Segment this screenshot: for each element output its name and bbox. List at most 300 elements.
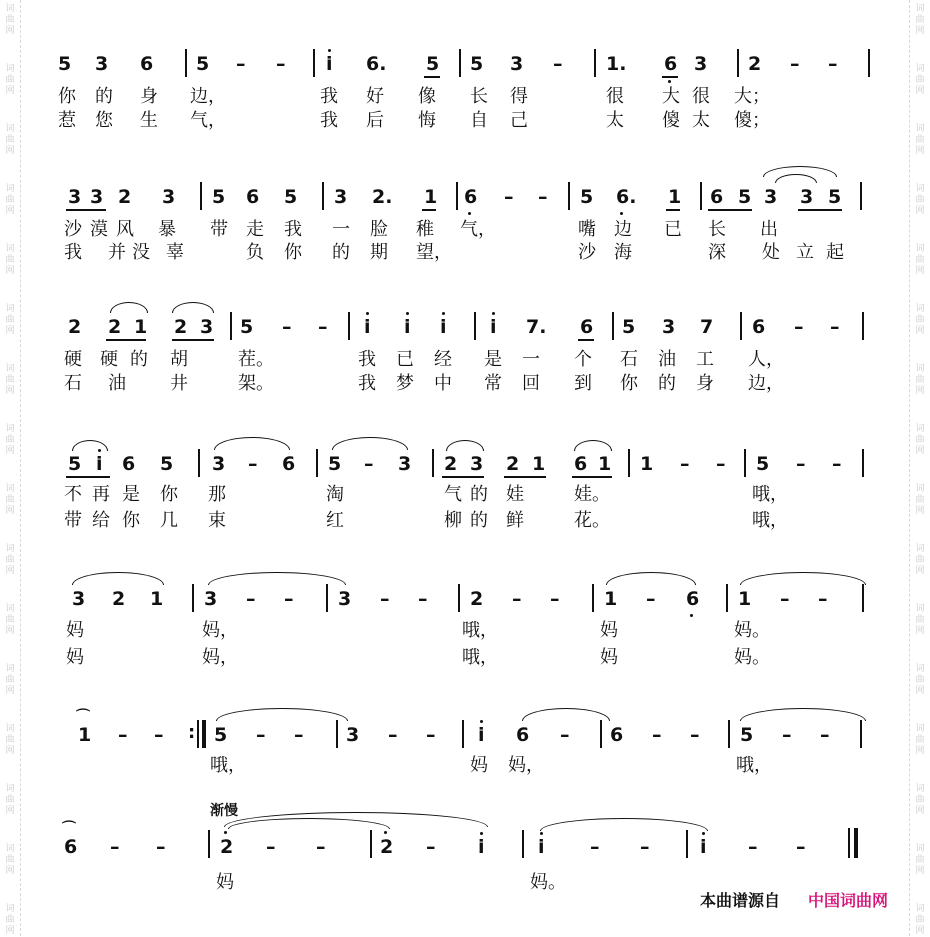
note: – — [590, 836, 600, 858]
note: – — [110, 836, 120, 858]
underline — [666, 209, 680, 211]
underline — [504, 476, 546, 478]
lyric: 太 — [606, 110, 624, 131]
underline — [798, 209, 842, 211]
lyric: 大； — [734, 86, 770, 107]
watermark-text: 词 曲 网 — [5, 4, 15, 36]
lyric: 长 — [708, 219, 726, 240]
underline — [66, 476, 110, 478]
note: 5 — [828, 186, 842, 208]
note: – — [504, 186, 514, 208]
lyric: 哦， — [210, 755, 246, 776]
slur — [332, 437, 408, 450]
watermark-text: 词 曲 网 — [5, 544, 15, 576]
note: – — [282, 316, 292, 338]
note: 1 — [604, 588, 618, 610]
lyric: 给 — [92, 510, 110, 531]
note: 3 — [398, 453, 412, 475]
note: 1. — [606, 53, 627, 75]
underline — [422, 209, 436, 211]
lyric: 你 — [620, 373, 638, 394]
repeat-sign: : — [188, 722, 196, 743]
low-octave-dot — [690, 614, 693, 617]
lyric: 辜 — [166, 242, 184, 263]
lyric: 身 — [140, 86, 158, 107]
lyric: 淘 — [326, 484, 344, 505]
lyric: 一 — [522, 349, 540, 370]
lyric: 硬 — [100, 349, 118, 370]
lyric: 的 — [470, 510, 488, 531]
note: 6 — [610, 724, 624, 746]
note: 6 — [686, 588, 700, 610]
lyric: 硬 — [64, 349, 82, 370]
note: 1 — [738, 588, 752, 610]
barline — [432, 449, 434, 477]
underline — [66, 209, 106, 211]
lyric: 妈 — [600, 647, 618, 668]
watermark-text: 词 曲 网 — [915, 664, 925, 696]
barline — [208, 830, 210, 858]
note: 5 — [58, 53, 72, 75]
lyric: 走 — [246, 219, 264, 240]
lyric: 妈 — [470, 755, 488, 776]
lyric: 妈， — [202, 620, 238, 641]
note: 1 — [134, 316, 148, 338]
barline — [686, 830, 688, 858]
lyric: 风 — [116, 219, 134, 240]
lyric: 期 — [370, 242, 388, 263]
slur — [740, 572, 866, 585]
site-link[interactable] — [808, 888, 888, 911]
watermark-text: 词 曲 网 — [5, 124, 15, 156]
note: – — [276, 53, 286, 75]
note: 3 — [212, 453, 226, 475]
lyric: 是 — [122, 484, 140, 505]
note: 2 — [118, 186, 132, 208]
underline — [708, 209, 752, 211]
barline — [462, 720, 464, 748]
lyric: 嘴 — [578, 219, 596, 240]
note: 3 — [162, 186, 176, 208]
slur — [72, 572, 164, 585]
note: 3 — [764, 186, 778, 208]
lyric: 常 — [484, 373, 502, 394]
note: – — [236, 53, 246, 75]
barline — [726, 584, 728, 612]
note: – — [790, 53, 800, 75]
lyric: 你 — [284, 242, 302, 263]
lyric: 哦， — [462, 620, 498, 641]
note: – — [794, 316, 804, 338]
note: 5 — [196, 53, 210, 75]
barline — [862, 584, 864, 612]
barline — [594, 49, 596, 77]
high-octave-dot — [492, 312, 495, 315]
lyric: 井 — [170, 373, 188, 394]
low-octave-dot — [620, 212, 623, 215]
lyric: 回 — [522, 373, 540, 394]
lyric: 我 — [284, 219, 302, 240]
watermark-text: 词 曲 网 — [5, 364, 15, 396]
underline — [578, 339, 594, 341]
lyric: 的 — [332, 242, 350, 263]
note: 3 — [334, 186, 348, 208]
note: 6 — [516, 724, 530, 746]
note: 5 — [622, 316, 636, 338]
note: 5 — [470, 53, 484, 75]
lyric: 茬。 — [238, 349, 274, 370]
lyric: 我 — [320, 110, 338, 131]
note: 3 — [95, 53, 109, 75]
barline — [370, 830, 372, 858]
note: 5 — [426, 53, 440, 75]
lyric: 胡 — [170, 349, 188, 370]
watermark-text: 词 曲 网 — [915, 64, 925, 96]
note: 3 — [662, 316, 676, 338]
lyric: 哦， — [736, 755, 772, 776]
watermark-text: 词 曲 网 — [5, 424, 15, 456]
note: – — [118, 724, 128, 746]
note: – — [646, 588, 656, 610]
lyric: 一 — [332, 219, 350, 240]
note: 6 — [140, 53, 154, 75]
lyric: 出 — [760, 219, 778, 240]
lyric: 的 — [658, 373, 676, 394]
slur — [540, 818, 708, 831]
note: – — [652, 724, 662, 746]
underline — [662, 76, 678, 78]
note: 3 — [204, 588, 218, 610]
note: 7. — [526, 316, 547, 338]
note: – — [426, 724, 436, 746]
note: – — [550, 588, 560, 610]
note: 1 — [424, 186, 438, 208]
lyric: 已 — [664, 219, 682, 240]
note: 6 — [580, 316, 594, 338]
note: – — [716, 453, 726, 475]
high-octave-dot — [366, 312, 369, 315]
barline — [868, 49, 870, 77]
lyric: 傻； — [734, 110, 770, 131]
lyric: 束 — [208, 510, 226, 531]
watermark-text: 词 曲 网 — [915, 784, 925, 816]
lyric: 花。 — [574, 510, 610, 531]
note: – — [246, 588, 256, 610]
high-octave-dot — [224, 831, 227, 834]
barline — [737, 49, 739, 77]
lyric: 沙 — [578, 242, 596, 263]
lyric: 已 — [396, 349, 414, 370]
lyric: 很 — [606, 86, 624, 107]
lyric: 工 — [696, 349, 714, 370]
barline — [848, 828, 850, 858]
barline — [744, 449, 746, 477]
tie-continuation-mark: ⌒ — [76, 709, 90, 725]
lyric: 很 — [692, 86, 710, 107]
note: 5 — [212, 186, 226, 208]
slur — [606, 572, 696, 585]
barline — [860, 720, 862, 748]
lyric: 妈 — [600, 620, 618, 641]
lyric: 石 — [620, 349, 638, 370]
watermark-text: 词 曲 网 — [915, 484, 925, 516]
note: 6 — [64, 836, 78, 858]
lyric: 我 — [64, 242, 82, 263]
note: 5 — [580, 186, 594, 208]
slur — [574, 440, 612, 451]
site-name[interactable]: 中国词曲网 — [808, 891, 889, 910]
note: – — [364, 453, 374, 475]
lyric: 漠 — [90, 219, 108, 240]
lyric: 没 — [132, 242, 150, 263]
note: i — [478, 724, 485, 746]
slur — [172, 302, 214, 313]
note: 2 — [470, 588, 484, 610]
lyric: 边， — [190, 86, 226, 107]
note: 3 — [510, 53, 524, 75]
note: 2 — [380, 836, 394, 858]
lyric: 沙 — [64, 219, 82, 240]
note: 5 — [740, 724, 754, 746]
note: 5 — [240, 316, 254, 338]
watermark-text: 词 曲 网 — [5, 304, 15, 336]
lyric: 你 — [122, 510, 140, 531]
note: – — [154, 724, 164, 746]
tie-continuation-mark: ⌒ — [62, 821, 76, 837]
note: – — [780, 588, 790, 610]
note: 5 — [284, 186, 298, 208]
note: – — [426, 836, 436, 858]
barline — [612, 312, 614, 340]
note: 5 — [68, 453, 82, 475]
lyric: 气 — [444, 484, 462, 505]
barline — [740, 312, 742, 340]
watermark-text: 词 曲 网 — [5, 244, 15, 276]
watermark-text: 词 曲 网 — [915, 844, 925, 876]
lyric: 带 — [210, 219, 228, 240]
note: 2 — [68, 316, 82, 338]
note: 1 — [668, 186, 682, 208]
barline — [348, 312, 350, 340]
high-octave-dot — [702, 832, 705, 835]
lyric: 负 — [246, 242, 264, 263]
barline-thick — [202, 720, 206, 748]
note: 1 — [78, 724, 92, 746]
lyric: 立 — [796, 242, 814, 263]
lyric: 悔 — [418, 110, 436, 131]
watermark-text: 词 曲 网 — [5, 664, 15, 696]
lyric: 油 — [108, 373, 126, 394]
lyric: 脸 — [370, 219, 388, 240]
lyric: 我 — [358, 349, 376, 370]
lyric: 梦 — [396, 373, 414, 394]
note: i — [478, 836, 485, 858]
barline — [198, 449, 200, 477]
barline — [568, 182, 570, 210]
lyric: 起 — [826, 242, 844, 263]
note: – — [640, 836, 650, 858]
barline — [192, 584, 194, 612]
note: 3 — [68, 186, 82, 208]
watermark-text: 词 曲 网 — [5, 904, 15, 936]
barline — [522, 830, 524, 858]
lyric: 的 — [130, 349, 148, 370]
note: 2 — [112, 588, 126, 610]
note: 6 — [752, 316, 766, 338]
note: – — [818, 588, 828, 610]
high-octave-dot — [328, 49, 331, 52]
underline — [172, 339, 214, 341]
lyric: 妈。 — [734, 647, 770, 668]
note: 3 — [200, 316, 214, 338]
note: i — [538, 836, 545, 858]
lyric: 气， — [190, 110, 226, 131]
lyric: 己 — [510, 110, 528, 131]
lyric: 处 — [762, 242, 780, 263]
barline — [700, 182, 702, 210]
note: i — [490, 316, 497, 338]
lyric: 妈 — [66, 620, 84, 641]
lyric: 的 — [95, 86, 113, 107]
lyric: 再 — [92, 484, 110, 505]
watermark-text: 词 曲 网 — [5, 184, 15, 216]
low-octave-dot — [668, 80, 671, 83]
lyric: 我 — [358, 373, 376, 394]
note: – — [256, 724, 266, 746]
lyric: 哦， — [462, 647, 498, 668]
note: – — [266, 836, 276, 858]
lyric: 好 — [366, 86, 384, 107]
tempo-marking: 渐慢 — [210, 803, 238, 819]
watermark-text: 词 曲 网 — [5, 484, 15, 516]
lyric: 傻 — [662, 110, 680, 131]
barline — [326, 584, 328, 612]
barline — [200, 182, 202, 210]
lyric: 油 — [658, 349, 676, 370]
lyric: 长 — [470, 86, 488, 107]
watermark-text: 词 曲 网 — [5, 64, 15, 96]
note: 6. — [616, 186, 637, 208]
lyric: 哦， — [752, 484, 788, 505]
lyric: 娃。 — [574, 484, 610, 505]
watermark-text: 词 曲 网 — [915, 304, 925, 336]
underline — [424, 76, 440, 78]
high-octave-dot — [540, 832, 543, 835]
lyric: 稚 — [416, 219, 434, 240]
note: – — [248, 453, 258, 475]
slur — [216, 708, 348, 721]
note: – — [820, 724, 830, 746]
note: 7 — [700, 316, 714, 338]
underline — [442, 476, 484, 478]
lyric: 我 — [320, 86, 338, 107]
source-credit — [700, 888, 780, 911]
lyric: 暴 — [158, 219, 176, 240]
high-octave-dot — [480, 832, 483, 835]
lyric: 那 — [208, 484, 226, 505]
note: 5 — [756, 453, 770, 475]
lyric: 妈 — [66, 647, 84, 668]
note: – — [316, 836, 326, 858]
note: 6 — [710, 186, 724, 208]
underline — [106, 339, 146, 341]
barline — [197, 720, 199, 748]
lyric: 您 — [95, 110, 113, 131]
barline — [862, 449, 864, 477]
note: 5 — [160, 453, 174, 475]
underline — [572, 476, 612, 478]
lyric: 石 — [64, 373, 82, 394]
watermark-text: 词 曲 网 — [915, 364, 925, 396]
lyric: 气， — [460, 219, 496, 240]
note: – — [294, 724, 304, 746]
lyric: 到 — [574, 373, 592, 394]
barline — [313, 49, 315, 77]
lyric: 边， — [748, 373, 784, 394]
note: 6 — [664, 53, 678, 75]
watermark-text: 词 曲 网 — [915, 604, 925, 636]
note: 1 — [532, 453, 546, 475]
watermark-text: 词 曲 网 — [915, 724, 925, 756]
note: – — [284, 588, 294, 610]
note: 6 — [574, 453, 588, 475]
note: – — [318, 316, 328, 338]
lyric: 你 — [58, 86, 76, 107]
lyric: 鲜 — [506, 510, 524, 531]
watermark-text: 词 曲 网 — [915, 124, 925, 156]
barline — [456, 182, 458, 210]
watermark-text: 词 曲 网 — [5, 604, 15, 636]
watermark-text: 词 曲 网 — [915, 544, 925, 576]
note: – — [830, 316, 840, 338]
note: i — [96, 453, 103, 475]
lyric: 妈。 — [734, 620, 770, 641]
note: 3 — [694, 53, 708, 75]
note: i — [700, 836, 707, 858]
note: 5 — [214, 724, 228, 746]
lyric: 妈 — [216, 872, 234, 893]
lyric: 你 — [160, 484, 178, 505]
watermark-text: 词 曲 网 — [915, 424, 925, 456]
note: – — [538, 186, 548, 208]
lyric: 自 — [470, 110, 488, 131]
watermark-text: 词 曲 网 — [915, 904, 925, 936]
lyric: 海 — [614, 242, 632, 263]
lyric: 娃 — [506, 484, 524, 505]
watermark-text: 词 曲 网 — [915, 184, 925, 216]
note: 6 — [282, 453, 296, 475]
lyric: 大 — [662, 86, 680, 107]
note: 6 — [464, 186, 478, 208]
lyric: 深 — [708, 242, 726, 263]
lyric: 生 — [140, 110, 158, 131]
high-octave-dot — [98, 449, 101, 452]
note: – — [832, 453, 842, 475]
note: 6. — [366, 53, 387, 75]
note: i — [364, 316, 371, 338]
lyric: 妈。 — [530, 872, 566, 893]
note: i — [440, 316, 447, 338]
lyric: 中 — [434, 373, 452, 394]
lyric: 几 — [160, 510, 178, 531]
lyric: 个 — [574, 349, 592, 370]
note: – — [560, 724, 570, 746]
note: 3 — [346, 724, 360, 746]
slur — [72, 440, 108, 451]
lyric: 柳 — [444, 510, 462, 531]
lyric: 望， — [416, 242, 452, 263]
watermark-text: 词 曲 网 — [5, 844, 15, 876]
